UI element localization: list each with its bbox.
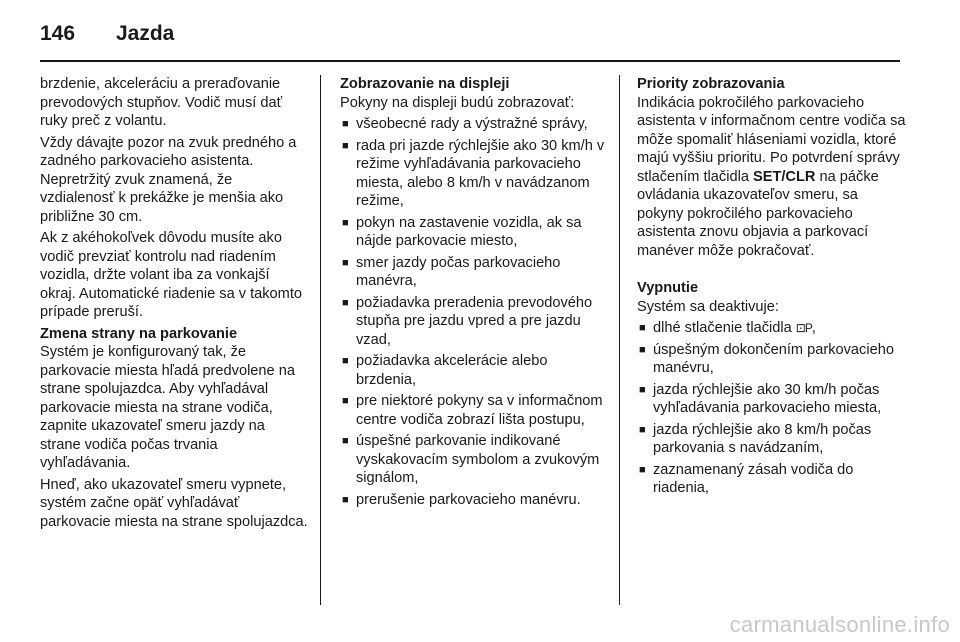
bullet-icon: ■ — [639, 463, 646, 476]
list-item: ■ dlhé stlačenie tlačidla ⊡P, — [639, 320, 816, 336]
bullet-icon: ■ — [342, 118, 349, 130]
intro-text: Pokyny na displeji budú zobrazovať: — [340, 94, 575, 111]
list-item: ■ požiadavka akcelerácie alebo brzdenia, — [342, 353, 548, 388]
bullet-icon: ■ — [342, 139, 349, 152]
column-3 — [637, 75, 907, 501]
paragraph: brzdenie, akceleráciu a preraďovanie prevodových stupňov. Vodič musí dať ruky preč z volantu. — [40, 76, 283, 129]
paragraph: Ak z akéhokoľvek dôvodu musíte ako vodič prevziať kontrolu nad riadením vozidla, držte volant iba za vonkajší okraj. Automatické riadenie sa v takomto prípade preruší. — [40, 230, 303, 320]
page-number: 146 — [40, 22, 76, 45]
column-divider-1 — [320, 75, 321, 605]
paragraph: Vždy dávajte pozor na zvuk predného a zadného parkovacieho asistenta. Nepretržitý zvuk znamená, že vzdialenosť k prekážke je menšia ako približne 30 cm. — [40, 134, 297, 225]
list-item: ■ prerušenie parkovacieho manévru. — [342, 491, 581, 508]
bullet-icon: ■ — [639, 383, 646, 396]
set-clr-label: SET/CLR — [753, 168, 816, 185]
list-item: ■ pre niektoré pokyny sa v informačnom centre vodiča zobrazí lišta postupu, — [342, 393, 603, 428]
section-heading-display: Zobrazovanie na displeji — [340, 76, 510, 92]
list-item: ■ smer jazdy počas parkovacieho manévra, — [342, 254, 561, 289]
display-list — [340, 115, 608, 509]
paragraph: Hneď, ako ukazovateľ smeru vypnete, systém začne opäť vyhľadávať parkovacie miesta na strane spolujazdca. — [40, 476, 308, 530]
bullet-icon: ■ — [342, 493, 349, 506]
bullet-icon: ■ — [639, 423, 646, 436]
parking-assist-icon: ⊡P — [795, 321, 812, 335]
bullet-icon: ■ — [342, 435, 349, 447]
list-item: ■ zaznamenaný zásah vodiča do riadenia, — [639, 461, 854, 496]
list-item: ■ úspešné parkovanie indikované vyskakovacím symbolom a zvukovým signálom, — [342, 433, 600, 486]
section-heading-deactivation: Vypnutie — [637, 280, 699, 296]
page-title: Jazda — [116, 22, 175, 45]
bullet-icon: ■ — [342, 355, 349, 367]
paragraph: Indikácia pokročilého parkovacieho asistenta v informačnom centre vodiča sa môže spomaliť hláseniami vozidla, ktoré majú vyššiu prioritu. Po potvrdení správy stlačením tlačidla SET/CLR na páčke ovládania ukazovateľov smeru, sa pokyny pokročilého parkovacieho asistenta znovu objavia a parkovací manéver môže pokračovať. — [637, 94, 906, 259]
watermark: carmanualsonline.info — [729, 612, 950, 637]
deactivation-list — [637, 319, 907, 498]
list-item: ■ rada pri jazde rýchlejšie ako 30 km/h v režime vyhľadávania parkovacieho miesta, alebo 8 km/h v navádzanom režime, — [342, 137, 605, 209]
column-1 — [40, 75, 308, 534]
list-item: ■ všeobecné rady a výstražné správy, — [342, 116, 588, 132]
column-2 — [340, 75, 608, 512]
list-item: ■ jazda rýchlejšie ako 30 km/h počas vyhľadávania parkovacieho miesta, — [639, 381, 882, 416]
list-item: ■ požiadavka preradenia prevodového stupňa pre jazdu vpred a pre jazdu vzad, — [342, 294, 593, 348]
section-heading-change-side: Zmena strany na parkovanie — [40, 325, 238, 342]
bullet-icon: ■ — [342, 296, 349, 309]
bullet-icon: ■ — [342, 216, 349, 229]
section-heading-priority: Priority zobrazovania — [637, 76, 785, 92]
bullet-icon: ■ — [639, 343, 646, 356]
header-rule — [40, 60, 900, 62]
list-item: ■ jazda rýchlejšie ako 8 km/h počas parkovania s navádzaním, — [639, 421, 872, 456]
bullet-icon: ■ — [639, 322, 646, 334]
list-item: ■ pokyn na zastavenie vozidla, ak sa nájde parkovacie miesto, — [342, 214, 582, 249]
paragraph: Systém je konfigurovaný tak, že parkovacie miesta hľadá predvolene na strane spolujazdca. Aby vyhľadával parkovacie miesta na strane vodiča, zapnite ukazovateľ smeru jazdy na strane vodiča počas trvania vyhľadávania. — [40, 344, 295, 471]
column-divider-2 — [619, 75, 620, 605]
intro-text: Systém sa deaktivuje: — [637, 298, 779, 315]
list-item: ■ úspešným dokončením parkovacieho manévru, — [639, 341, 894, 376]
page-header — [40, 14, 174, 54]
bullet-icon: ■ — [342, 395, 349, 407]
bullet-icon: ■ — [342, 256, 349, 269]
